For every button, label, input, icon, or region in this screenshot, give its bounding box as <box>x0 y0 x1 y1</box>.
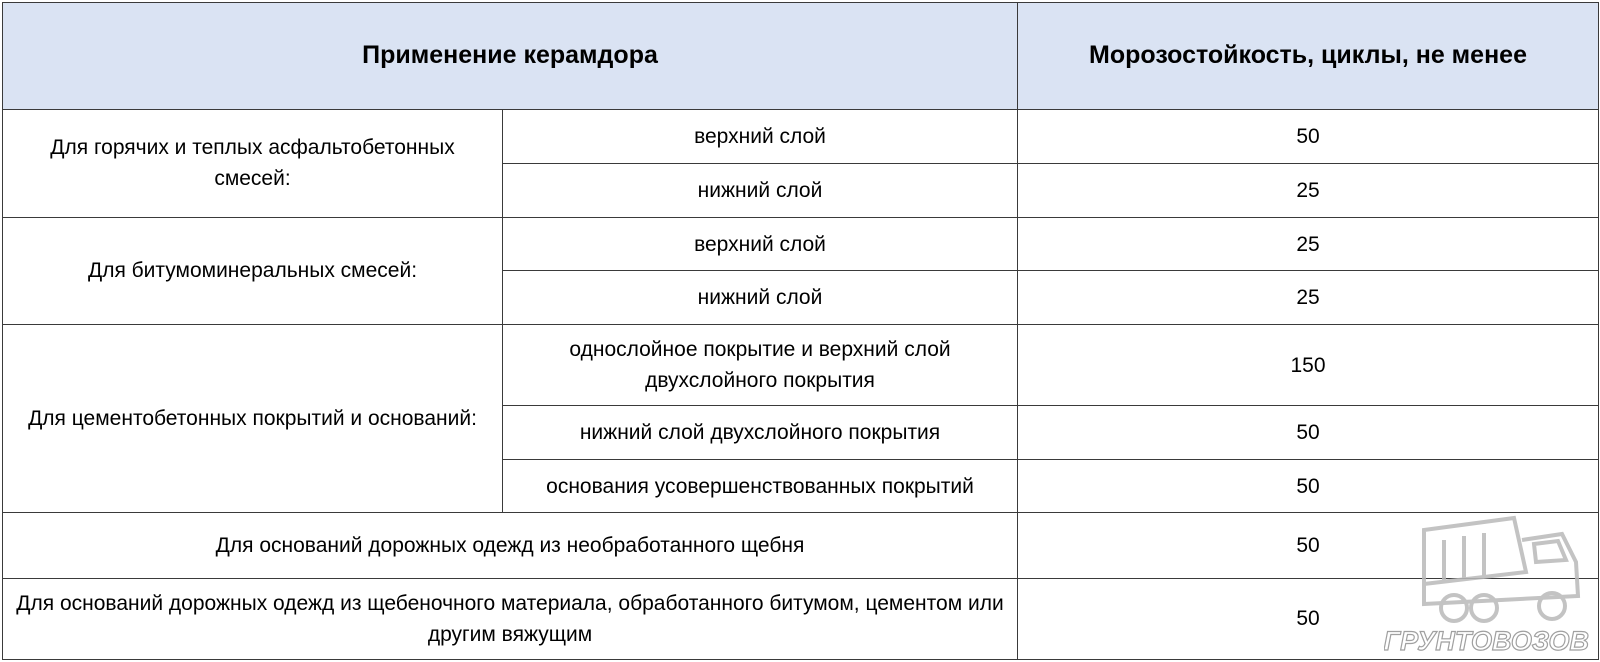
value-cell: 50 <box>1018 109 1599 163</box>
value-cell: 150 <box>1018 325 1599 405</box>
sub-label: нижний слой <box>503 163 1018 217</box>
table-row <box>3 217 1599 271</box>
header-frost-resistance: Морозостойкость, циклы, не менее <box>1018 3 1599 110</box>
sub-label: однослойное покрытие и верхний слой двухслойного покрытия <box>503 325 1018 405</box>
value-cell: 25 <box>1018 271 1599 325</box>
group-label: Для цементобетонных покрытий и оснований: <box>3 325 503 513</box>
sub-label: нижний слой двухслойного покрытия <box>503 405 1018 459</box>
table-header-row <box>3 3 1599 110</box>
sub-label: основания усовершенствованных покрытий <box>503 459 1018 513</box>
sub-label: нижний слой <box>503 271 1018 325</box>
table-row <box>3 578 1599 659</box>
table-row <box>3 513 1599 578</box>
value-cell: 50 <box>1018 459 1599 513</box>
table-row <box>3 109 1599 163</box>
header-application: Применение керамдора <box>3 3 1018 110</box>
value-cell: 50 <box>1018 513 1599 578</box>
frost-resistance-table <box>2 2 1599 660</box>
group-label: Для битумоминеральных смесей: <box>3 217 503 325</box>
value-cell: 25 <box>1018 163 1599 217</box>
sub-label: верхний слой <box>503 109 1018 163</box>
single-label: Для оснований дорожных одежд из необработанного щебня <box>3 513 1018 578</box>
table-row <box>3 325 1599 405</box>
value-cell: 50 <box>1018 405 1599 459</box>
value-cell: 25 <box>1018 217 1599 271</box>
watermark-text: ГРУНТОВОЗОВ <box>1384 626 1589 656</box>
sub-label: верхний слой <box>503 217 1018 271</box>
group-label: Для горячих и теплых асфальтобетонных смесей: <box>3 109 503 217</box>
single-label: Для оснований дорожных одежд из щебеночного материала, обработанного битумом, цементом или другим вяжущим <box>3 578 1018 659</box>
value-cell: 50 <box>1018 578 1599 659</box>
